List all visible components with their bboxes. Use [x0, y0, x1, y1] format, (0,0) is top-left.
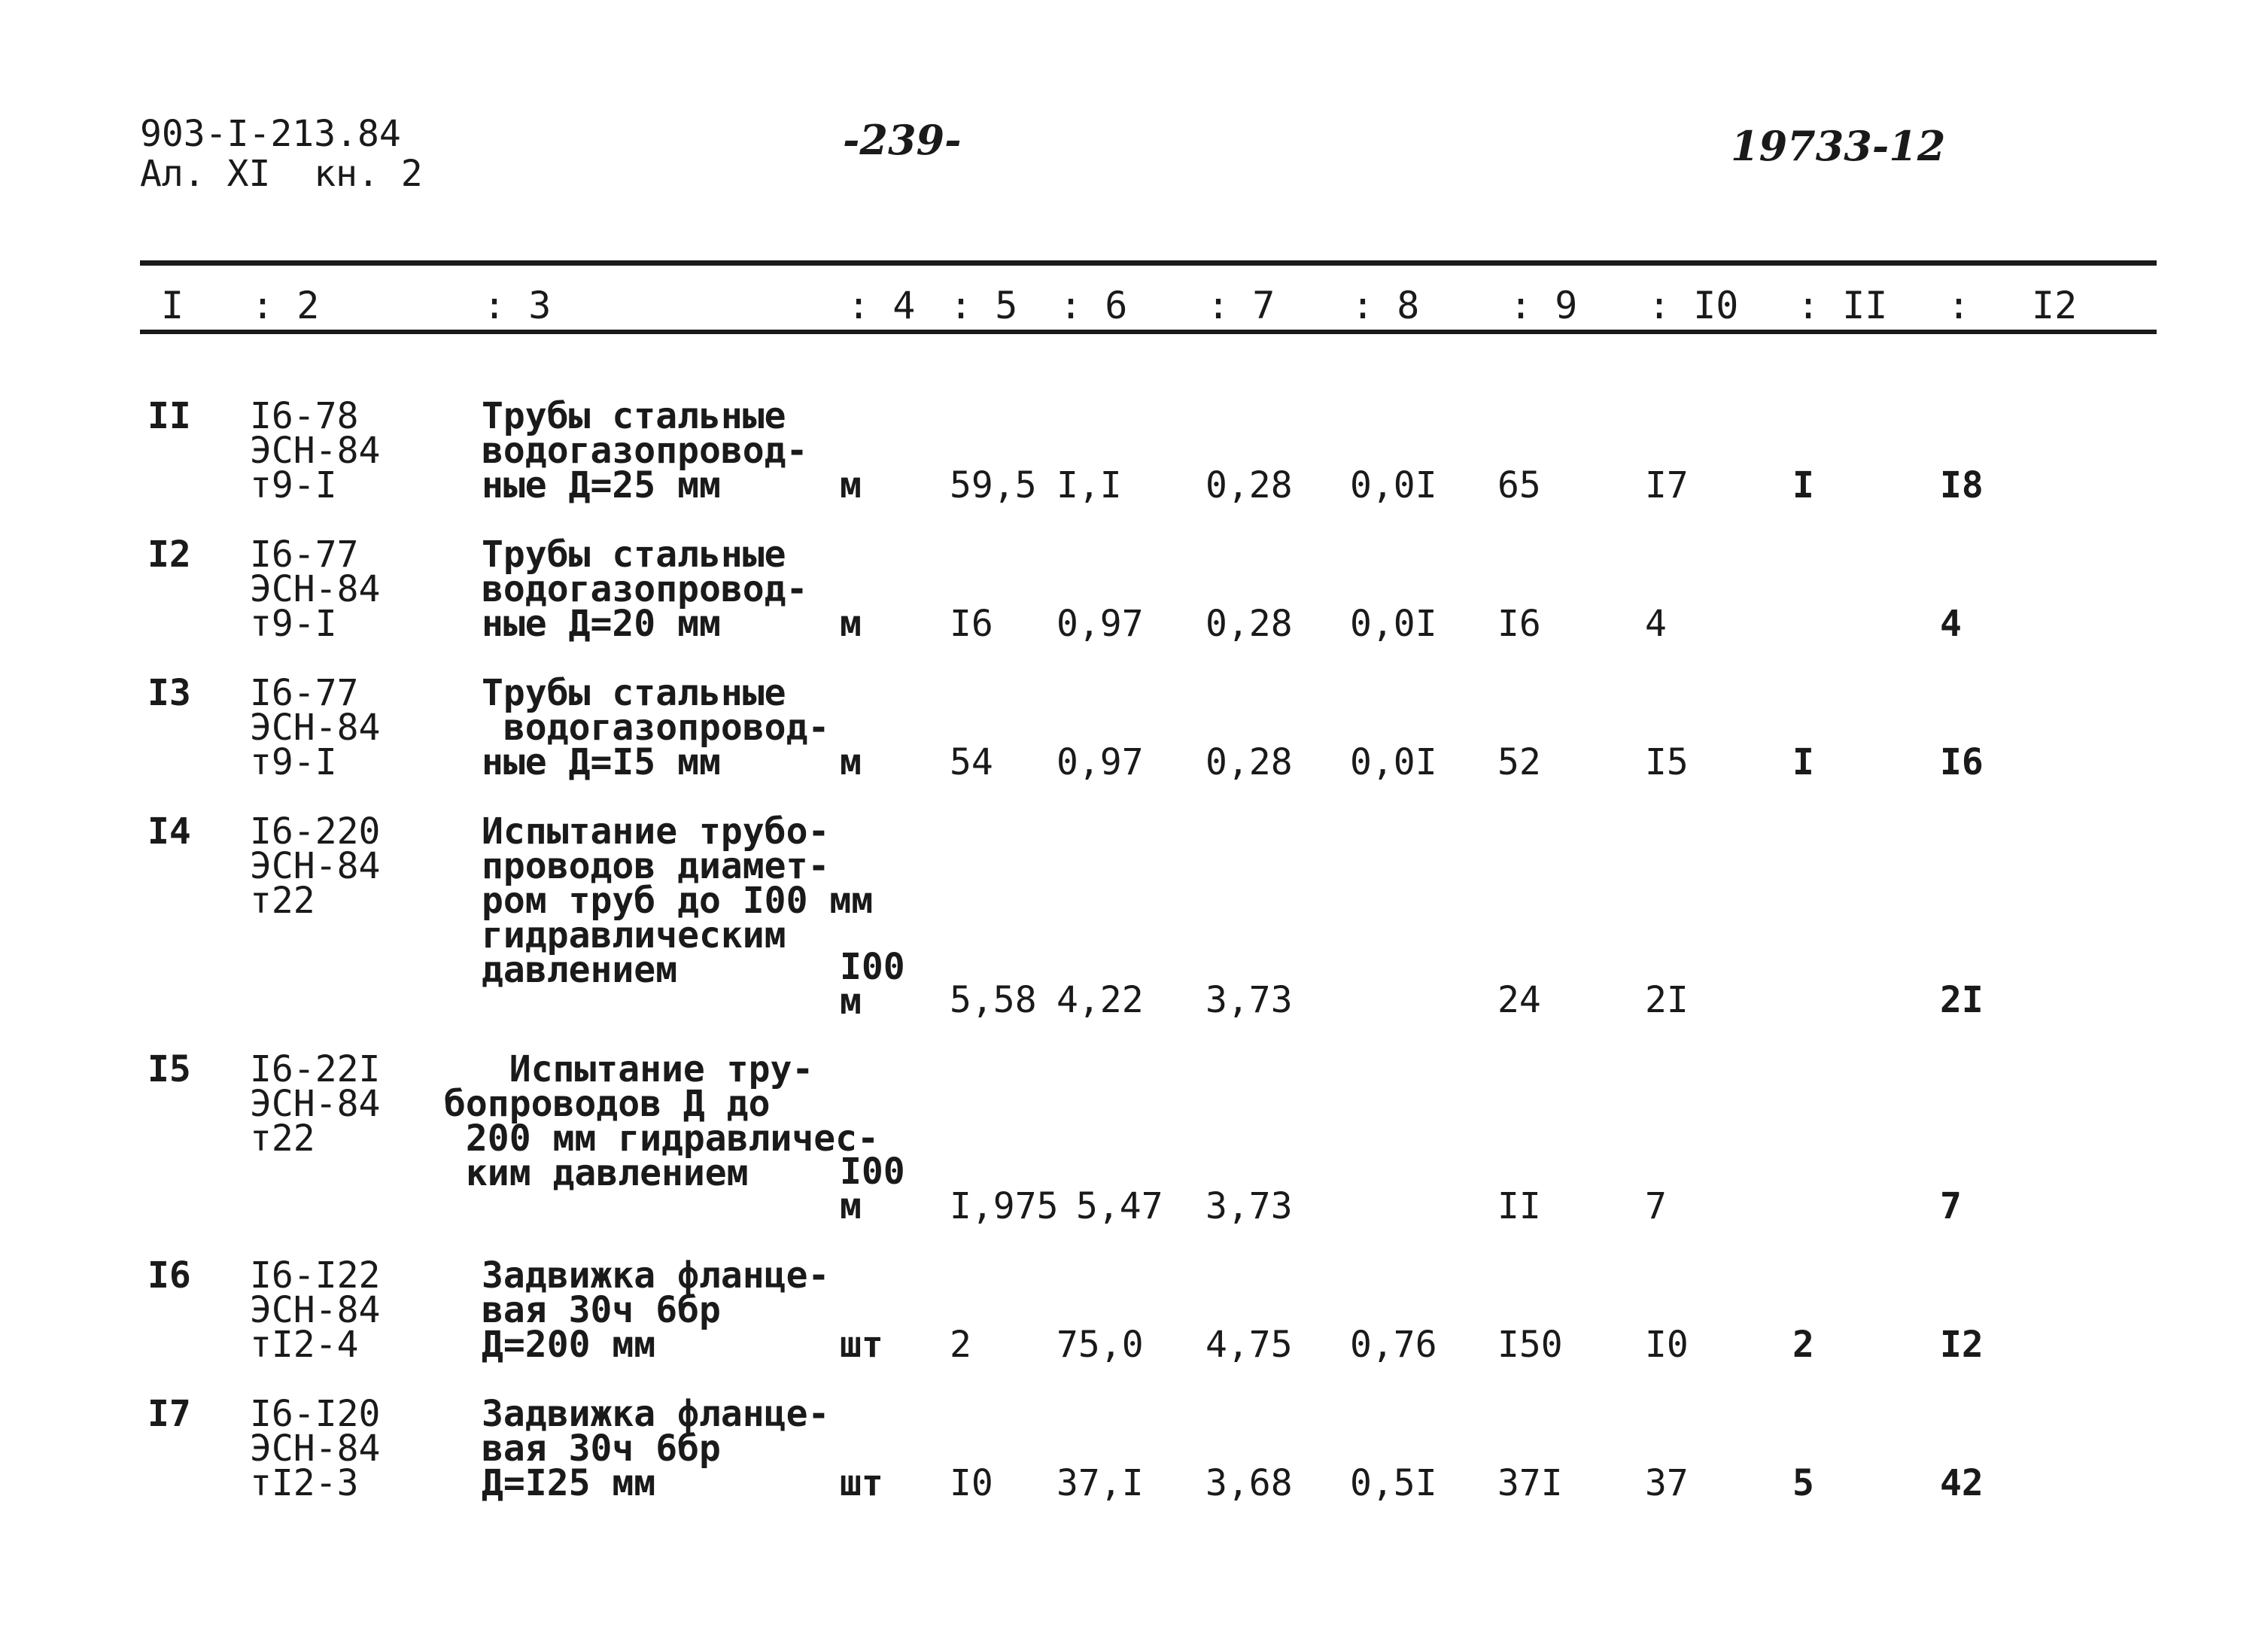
column-header: : 5: [950, 284, 1018, 327]
column-header: :: [1947, 284, 1971, 327]
unit-price: I,I: [1056, 464, 1122, 506]
quantity: I0: [950, 1462, 993, 1504]
value-col10: 37: [1645, 1462, 1689, 1504]
value-col9: 65: [1497, 464, 1541, 506]
value-col10: I5: [1645, 741, 1689, 783]
value-col10: 7: [1645, 1185, 1667, 1227]
unit: шт: [840, 1462, 883, 1504]
album-reference: Ал. XI кн. 2: [140, 153, 423, 195]
work-description: Трубы стальные водогазопровод- ные Д=25 мм: [482, 395, 808, 506]
value-col10: 4: [1645, 603, 1667, 645]
work-description: Трубы стальные водогазопровод- ные Д=20 мм: [482, 534, 808, 645]
row-number: I5: [147, 1048, 191, 1090]
table-top-rule: [140, 260, 2157, 266]
unit-price: 75,0: [1056, 1324, 1144, 1366]
column-header: : 4: [847, 284, 916, 327]
value-col9: I50: [1497, 1324, 1563, 1366]
value-col11: I: [1792, 464, 1814, 506]
quantity: 2: [950, 1324, 971, 1366]
value-col8: 0,0I: [1350, 603, 1437, 645]
value-col12: 42: [1940, 1462, 1984, 1504]
value-col12: I2: [1940, 1324, 1984, 1366]
value-col10: I0: [1645, 1324, 1689, 1366]
row-number: I3: [147, 672, 191, 714]
value-col7: 4,75: [1205, 1324, 1293, 1366]
value-col9: 52: [1497, 741, 1541, 783]
column-header: I: [161, 284, 184, 327]
value-col8: 0,0I: [1350, 741, 1437, 783]
value-col8: 0,0I: [1350, 464, 1437, 506]
unit-price: 0,97: [1056, 603, 1144, 645]
value-col7: 0,28: [1205, 603, 1293, 645]
column-header: : 7: [1207, 284, 1275, 327]
row-number: II: [147, 395, 191, 437]
sheet-code: 19733-12: [1731, 122, 1946, 170]
row-number: I7: [147, 1393, 191, 1435]
norm-code: I6-220 ЭСН-84 т22: [250, 810, 381, 922]
unit-price: 5,47: [1076, 1185, 1163, 1227]
value-col9: 37I: [1497, 1462, 1563, 1504]
value-col7: 0,28: [1205, 741, 1293, 783]
row-number: I6: [147, 1254, 191, 1297]
value-col9: II: [1497, 1185, 1541, 1227]
norm-code: I6-77 ЭСН-84 т9-I: [250, 672, 381, 783]
value-col8: 0,76: [1350, 1324, 1437, 1366]
quantity: 59,5: [950, 464, 1037, 506]
value-col9: I6: [1497, 603, 1541, 645]
value-col12: 2I: [1940, 979, 1984, 1021]
work-description: Задвижка фланце- вая 30ч 6бр Д=I25 мм: [482, 1393, 830, 1504]
column-header: : II: [1797, 284, 1888, 327]
value-col9: 24: [1497, 979, 1541, 1021]
work-description: Испытание тру- бопроводов Д до 200 мм гидравличес- ким давлением: [444, 1048, 879, 1194]
value-col12: I6: [1940, 741, 1984, 783]
value-col7: 3,73: [1205, 1185, 1293, 1227]
norm-code: I6-I22 ЭСН-84 тI2-4: [250, 1254, 381, 1366]
column-header: I2: [2032, 284, 2078, 327]
norm-code: I6-77 ЭСН-84 т9-I: [250, 534, 381, 645]
work-description: Испытание трубо- проводов диамет- ром труб до I00 мм гидравлическим давлением: [482, 810, 874, 991]
norm-code: I6-22I ЭСН-84 т22: [250, 1048, 381, 1160]
value-col8: 0,5I: [1350, 1462, 1437, 1504]
value-col11: 2: [1792, 1324, 1814, 1366]
column-header: : I0: [1648, 284, 1739, 327]
value-col12: 7: [1940, 1185, 1962, 1227]
work-description: Трубы стальные водогазопровод- ные Д=I5 мм: [482, 672, 830, 783]
unit: м: [840, 603, 862, 645]
quantity: I6: [950, 603, 993, 645]
page-number: -239-: [843, 116, 962, 164]
value-col11: I: [1792, 741, 1814, 783]
value-col10: 2I: [1645, 979, 1689, 1021]
unit-price: 4,22: [1056, 979, 1144, 1021]
column-header: : 2: [251, 284, 320, 327]
norm-code: I6-78 ЭСН-84 т9-I: [250, 395, 381, 506]
value-col11: 5: [1792, 1462, 1814, 1504]
column-header: : 6: [1060, 284, 1128, 327]
row-number: I2: [147, 534, 191, 576]
value-col12: 4: [1940, 603, 1962, 645]
quantity: 54: [950, 741, 993, 783]
document-code: 903-I-213.84: [140, 113, 401, 155]
column-header: : 8: [1351, 284, 1420, 327]
unit: м: [840, 464, 862, 506]
quantity: I,975: [950, 1185, 1059, 1227]
work-description: Задвижка фланце- вая 30ч 6бр Д=200 мм: [482, 1254, 830, 1366]
value-col7: 3,68: [1205, 1462, 1293, 1504]
column-header: : 9: [1509, 284, 1578, 327]
unit-price: 0,97: [1056, 741, 1144, 783]
quantity: 5,58: [950, 979, 1037, 1021]
column-header: : 3: [483, 284, 552, 327]
unit: шт: [840, 1324, 883, 1366]
value-col7: 3,73: [1205, 979, 1293, 1021]
unit: м: [840, 741, 862, 783]
norm-code: I6-I20 ЭСН-84 тI2-3: [250, 1393, 381, 1504]
unit-price: 37,I: [1056, 1462, 1144, 1504]
value-col7: 0,28: [1205, 464, 1293, 506]
unit: I00 м: [840, 946, 905, 1023]
value-col10: I7: [1645, 464, 1689, 506]
table-header-rule: [140, 330, 2157, 334]
value-col12: I8: [1940, 464, 1984, 506]
row-number: I4: [147, 810, 191, 853]
unit: I00 м: [840, 1151, 905, 1227]
